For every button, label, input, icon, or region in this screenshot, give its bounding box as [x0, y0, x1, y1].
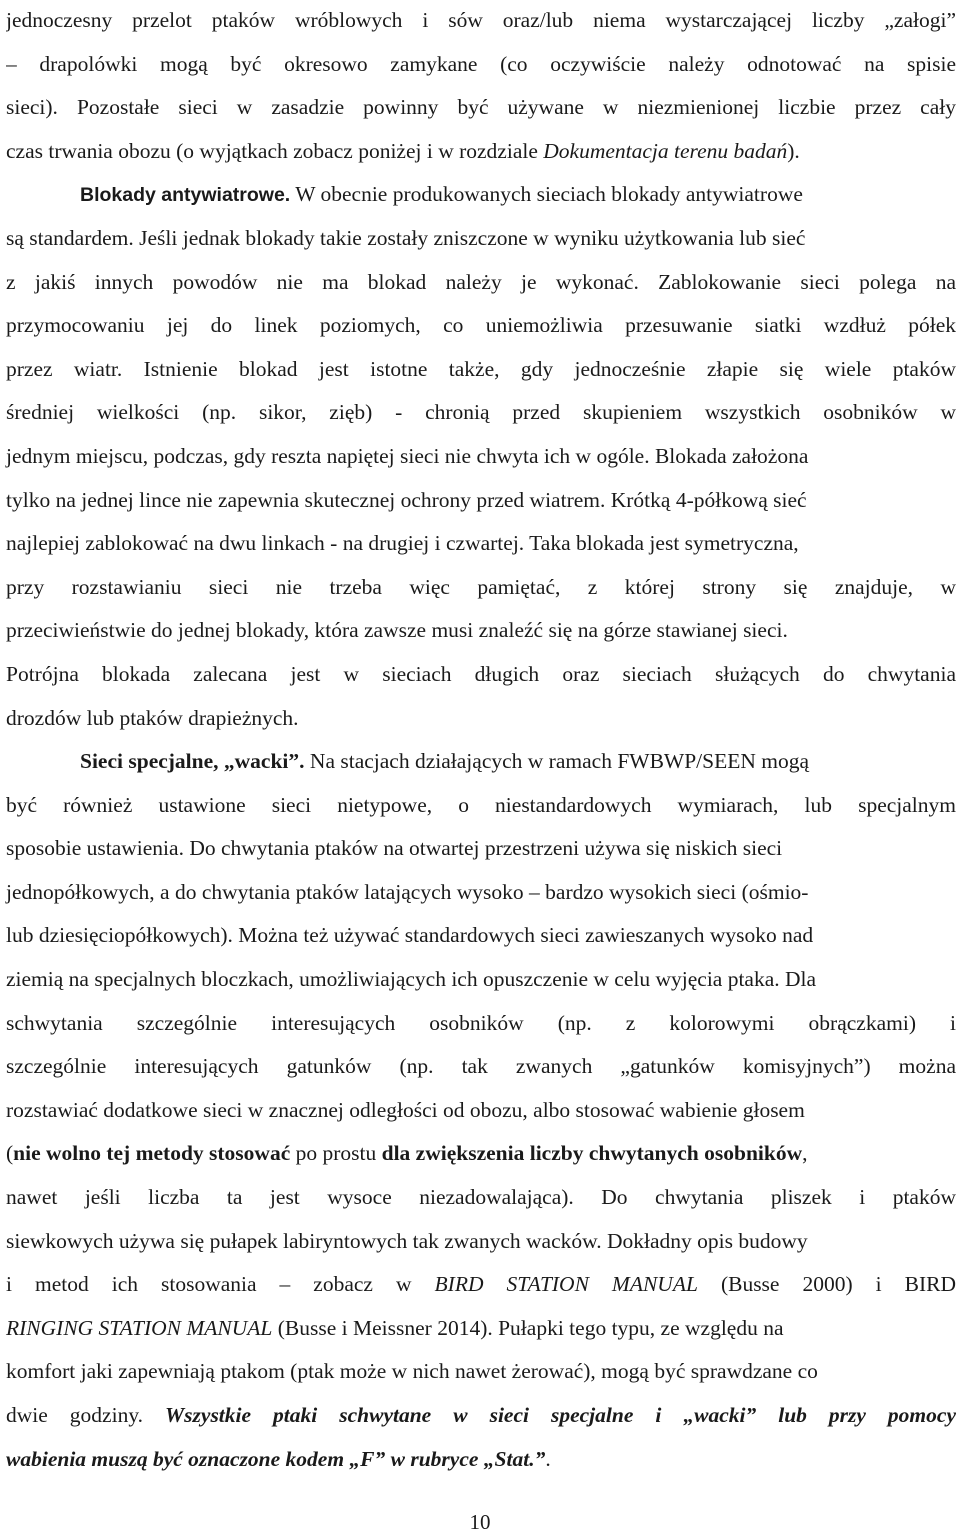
text-line: sposobie ustawienia. Do chwytania ptaków na otwartej przestrzeni używa się niskich sieci: [6, 836, 783, 861]
text-line: tylko na jednej lince nie zapewnia skutecznej ochrony przed wiatrem. Krótką 4-półkową sieć: [6, 487, 807, 512]
text-line: dwie godziny. Wszystkie ptaki schwytane w sieci specjalne i „wacki” lub przy pomocy: [6, 1403, 956, 1427]
paragraph-special-nets: [6, 740, 956, 1481]
text-line: czas trwania obozu (o wyjątkach zobacz poniżej i w rozdziale Dokumentacja terenu badań).: [6, 138, 800, 163]
text-line: RINGING STATION MANUAL (Busse i Meissner 2014). Pułapki tego typu, ze względu na: [6, 1315, 784, 1340]
text-line: siewkowych używa się pułapek labiryntowych tak zwanych wacków. Dokładny opis budowy: [6, 1228, 808, 1253]
emphasis-bold-italic: Wszystkie ptaki schwytane w sieci specjalne i „wacki” lub przy pomocy: [165, 1403, 956, 1427]
text-line: średniej wielkości (np. sikor, zięb) - chronią przed skupieniem wszystkich osobników w: [6, 400, 956, 425]
text-line: przeciwieństwie do jednej blokady, która zawsze musi znaleźć się na górze stawianej sieci.: [6, 618, 788, 643]
text-line: z jakiś innych powodów nie ma blokad należy je wykonać. Zablokowanie sieci polega na: [6, 269, 956, 294]
paragraph-heading: Sieci specjalne, „wacki”.: [80, 749, 305, 774]
text-line: schwytania szczególnie interesujących osobników (np. z kolorowymi obrączkami) i: [6, 1010, 956, 1035]
text-line: i metod ich stosowania – zobacz w BIRD STATION MANUAL (Busse 2000) i BIRD: [6, 1272, 956, 1297]
text-line: przy rozstawianiu sieci nie trzeba więc pamiętać, z której strony się znajduje, w: [6, 574, 956, 599]
manual-title: BIRD STATION MANUAL: [434, 1272, 698, 1297]
text-line: komfort jaki zapewniają ptakom (ptak może w nich nawet żerować), mogą być sprawdzane co: [6, 1359, 818, 1384]
text-line: być również ustawione sieci nietypowe, o niestandardowych wymiarach, lub specjalnym: [6, 792, 956, 817]
text-line: przymocowaniu jej do linek poziomych, co uniemożliwia przesuwanie siatki wzdłuż półek: [6, 313, 956, 338]
text-line: jednoczesny przelot ptaków wróblowych i sów oraz/lub niema wystarczającej liczby „załogi”: [6, 8, 956, 32]
text-line: są standardem. Jeśli jednak blokady takie zostały zniszczone w wyniku użytkowania lub sieć: [6, 225, 806, 250]
paragraph-wind-blocks: [6, 173, 956, 740]
text-line: ziemią na specjalnych bloczkach, umożliwiających ich opuszczenie w celu wyjęcia ptaka. Dla: [6, 967, 817, 992]
text-line: Sieci specjalne, „wacki”. Na stacjach działających w ramach FWBWP/SEEN mogą: [80, 749, 810, 774]
text-line: (nie wolno tej metody stosować po prostu dla zwiększenia liczby chwytanych osobników,: [6, 1141, 808, 1166]
text-line: – drapolówki mogą być okresowo zamykane (co oczywiście należy odnotować na spisie: [6, 51, 956, 76]
paragraph-heading: Blokady antywiatrowe.: [80, 184, 291, 207]
text-line: lub dziesięciopółkowych). Można też używać standardowych sieci zawieszanych wysoko nad: [6, 923, 814, 948]
text-line: najlepiej zablokować na dwu linkach - na drugiej i czwartej. Taka blokada jest symetryczna,: [6, 531, 799, 556]
text-line: wabienia muszą być oznaczone kodem „F” w rubryce „Stat.”.: [6, 1446, 551, 1471]
page-body: [6, 0, 956, 1481]
section-reference: Dokumentacja terenu badań: [543, 138, 788, 163]
manual-title: RINGING STATION MANUAL: [6, 1315, 273, 1340]
text-line: Blokady antywiatrowe. W obecnie produkowanych sieciach blokady antywiatrowe: [80, 182, 803, 207]
text-line: Potrójna blokada zalecana jest w sieciach długich oraz sieciach służących do chwytania: [6, 661, 956, 686]
emphasis-bold: dla zwiększenia liczby chwytanych osobników: [381, 1141, 803, 1166]
text-line: nawet jeśli liczba ta jest wysoce niezadowalająca). Do chwytania pliszek i ptaków: [6, 1185, 956, 1210]
page-number: 10: [469, 1510, 491, 1534]
text-line: przez wiatr. Istnienie blokad jest istotne także, gdy jednocześnie złapie się wiele ptaków: [6, 356, 956, 381]
text-line: drozdów lub ptaków drapieżnych.: [6, 705, 299, 730]
text-line: sieci). Pozostałe sieci w zasadzie powinny być używane w niezmienionej liczbie przez cały: [6, 95, 956, 120]
text-line: rozstawiać dodatkowe sieci w znacznej odległości od obozu, albo stosować wabienie głosem: [6, 1097, 805, 1122]
emphasis-bold-italic: wabienia muszą być oznaczone kodem „F” w rubryce „Stat.”: [6, 1446, 546, 1471]
text-line: jednopółkowych, a do chwytania ptaków latających wysoko – bardzo wysokich sieci (ośmio-: [6, 879, 809, 904]
paragraph-net-closing: [6, 0, 956, 173]
text-line: szczególnie interesujących gatunków (np. tak zwanych „gatunków komisyjnych”) można: [6, 1054, 956, 1079]
emphasis-bold: nie wolno tej metody stosować: [13, 1141, 291, 1166]
text-line: jednym miejscu, podczas, gdy reszta napiętej sieci nie chwyta ich w ogóle. Blokada założona: [6, 443, 809, 468]
